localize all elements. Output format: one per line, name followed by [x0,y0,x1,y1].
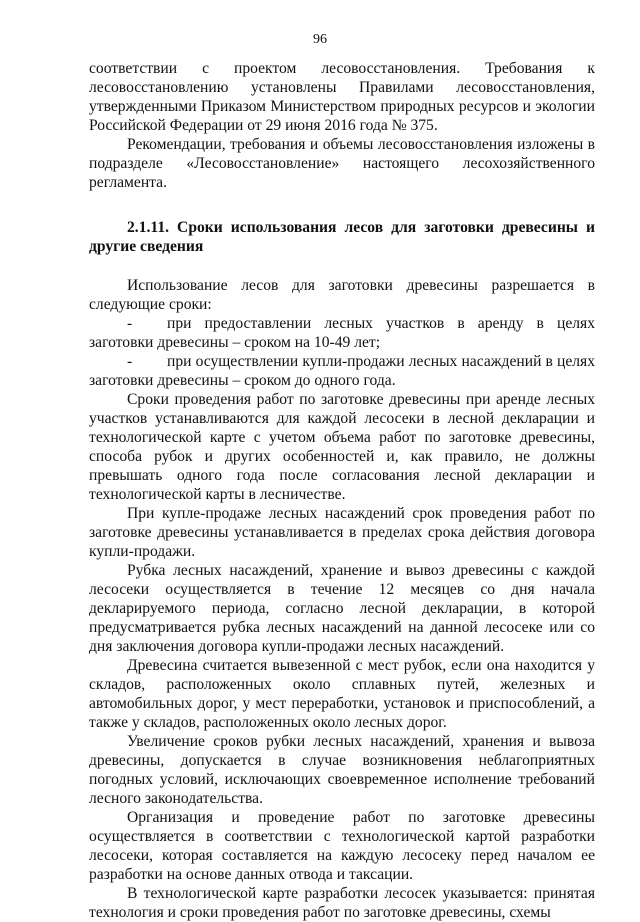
list-item [89,314,595,352]
paragraph: В технологической карте разработки лесосек указывается: принятая технология и сроки проведения работ по заготовке древесины, схемы [89,885,595,921]
paragraph: соответствии с проектом лесовосстановления. Требования к лесовосстановлению установлены Правилами лесовосстановления, утвержденными Приказом Министерством природных ресурсов и экологии Российской Федерации от 29 июня 2016 года № 375. [89,60,595,134]
page-content [89,59,595,922]
paragraph: Рубка лесных насаждений, хранение и вывоз древесины с каждой лесосеки осуществляется в течение 12 месяцев со дня начала декларируемого периода, согласно лесной декларации, в которой предусматривается рубка лесных насаждений на данной лесосеке или со дня заключения договора купли-продажи лесных насаждений. [89,562,595,655]
list-bullet: - [127,315,133,332]
list-bullet: - [127,353,133,370]
paragraph: Организация и проведение работ по заготовке древесины осуществляется в соответствии с технологической картой разработки лесосеки, которая составляется на каждую лесосеку перед началом ее разработки на основе данных отвода и таксации. [89,809,595,883]
paragraph: Древесина считается вывезенной с мест рубок, если она находится у складов, расположенных около сплавных путей, железных и автомобильных дорог, у мест переработки, установок и приспособлений, а также у складов, расположенных около лесных дорог. [89,657,595,731]
section-heading: 2.1.11. Сроки использования лесов для заготовки древесины и другие сведения [89,219,595,255]
paragraph: Увеличение сроков рубки лесных насаждений, хранения и вывоза древесины, допускается в случае возникновения неблагоприятных погодных условий, исключающих своевременное исполнение требований лесного законодательства. [89,733,595,807]
paragraph: Сроки проведения работ по заготовке древесины при аренде лесных участков устанавливаются для каждой лесосеки в лесной декларации и технологической карте с учетом объема работ по заготовке древесины, способа рубок и других особенностей и, как правило, не должны превышать одного года после согласования лесной декларации и технологической карты в лесничестве. [89,391,595,503]
list-item-text: при предоставлении лесных участков в аренду в целях заготовки древесины – сроком на 10-49 лет; [89,315,595,351]
page-number: 96 [313,32,327,47]
dash-list [89,314,595,390]
paragraph: Рекомендации, требования и объемы лесовосстановления изложены в подразделе «Лесовосстановление» настоящего лесохозяйственного регламента. [89,136,595,191]
list-item-text: при осуществлении купли-продажи лесных насаждений в целях заготовки древесины – сроком до одного года. [89,353,595,389]
list-item [89,352,595,390]
paragraph-intro: Использование лесов для заготовки древесины разрешается в следующие сроки: [89,277,595,313]
paragraph: При купле-продаже лесных насаждений срок проведения работ по заготовке древесины устанавливается в пределах срока действия договора купли-продажи. [89,505,595,560]
